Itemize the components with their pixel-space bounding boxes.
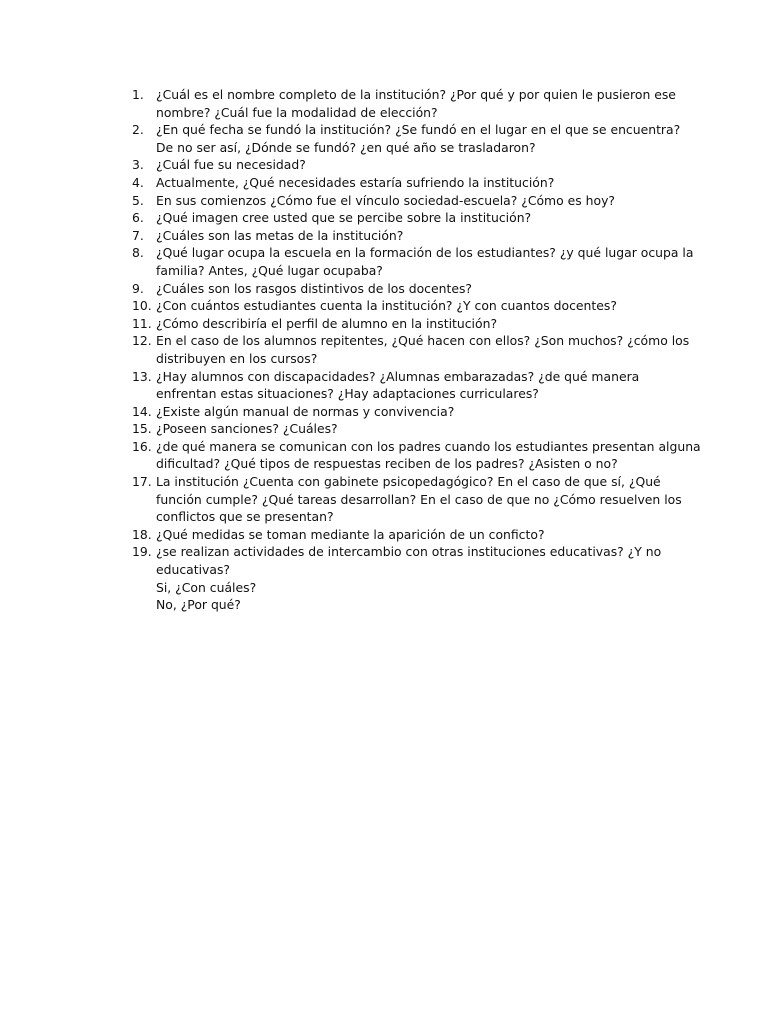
question-text-line: ¿Con cuántos estudiantes cuenta la institución? ¿Y con cuantos docentes? bbox=[156, 298, 617, 314]
question-text bbox=[156, 156, 673, 174]
question-text-line: ¿En qué fecha se fundó la institución? ¿Se fundó en el lugar en el que se encuentra? bbox=[156, 122, 681, 138]
question-text bbox=[156, 121, 680, 156]
question-number: 17. bbox=[132, 474, 152, 490]
question-text-line: familia? Antes, ¿Qué lugar ocupaba? bbox=[156, 262, 383, 278]
question-list bbox=[128, 86, 701, 614]
question-item bbox=[128, 244, 694, 279]
question-text-line: ¿Cuáles son las metas de la institución? bbox=[156, 227, 404, 243]
question-text-line: No, ¿Por qué? bbox=[156, 597, 241, 613]
question-item bbox=[128, 227, 673, 245]
question-number: 8. bbox=[132, 245, 144, 261]
question-item bbox=[128, 543, 673, 613]
question-item bbox=[128, 297, 673, 315]
question-text bbox=[156, 209, 673, 227]
question-number: 16. bbox=[132, 438, 152, 454]
question-text bbox=[156, 473, 682, 526]
question-item bbox=[128, 121, 681, 156]
question-item bbox=[128, 332, 690, 367]
question-number: 4. bbox=[132, 174, 144, 190]
question-text-line: ¿Hay alumnos con discapacidades? ¿Alumnas embarazadas? ¿de qué manera bbox=[156, 368, 640, 384]
question-text-line: ¿Qué imagen cree usted que se percibe sobre la institución? bbox=[156, 210, 532, 226]
question-text-line: La institución ¿Cuenta con gabinete psicopedagógico? En el caso de que sí, ¿Qué bbox=[156, 474, 661, 490]
question-item bbox=[128, 438, 701, 473]
question-text bbox=[156, 244, 693, 279]
question-item bbox=[128, 86, 676, 121]
question-text-line: ¿Cuáles son los rasgos distintivos de los docentes? bbox=[156, 280, 472, 296]
question-item bbox=[128, 209, 673, 227]
question-number: 6. bbox=[132, 210, 144, 226]
question-text-line: De no ser así, ¿Dónde se fundó? ¿en qué año se trasladaron? bbox=[156, 139, 536, 155]
question-text-line: función cumple? ¿Qué tareas desarrollan? En el caso de que no ¿Cómo resuelven los bbox=[156, 491, 682, 507]
question-text-line: ¿Cómo describiría el perfil de alumno en la institución? bbox=[156, 315, 498, 331]
question-text-line: ¿Cuál fue su necesidad? bbox=[156, 157, 306, 173]
question-number: 7. bbox=[132, 227, 144, 243]
question-text-line: dificultad? ¿Qué tipos de respuestas reciben de los padres? ¿Asisten o no? bbox=[156, 456, 618, 472]
question-text-line: ¿Existe algún manual de normas y convivencia? bbox=[156, 403, 455, 419]
question-number: 18. bbox=[132, 526, 152, 542]
question-item bbox=[128, 156, 673, 174]
question-text-line: ¿Poseen sanciones? ¿Cuáles? bbox=[156, 421, 338, 437]
question-text-line: ¿Qué medidas se toman mediante la aparición de un conficto? bbox=[156, 526, 545, 542]
question-number: 19. bbox=[132, 544, 152, 560]
question-item bbox=[128, 192, 673, 210]
question-text bbox=[156, 368, 673, 403]
question-item bbox=[128, 315, 673, 333]
question-text bbox=[156, 86, 676, 121]
question-number: 15. bbox=[132, 421, 152, 437]
question-text-line: ¿se realizan actividades de intercambio con otras instituciones educativas? ¿Y no bbox=[156, 544, 662, 560]
question-text bbox=[156, 297, 673, 315]
question-text bbox=[156, 420, 673, 438]
question-number: 13. bbox=[132, 368, 152, 384]
question-number: 12. bbox=[132, 333, 152, 349]
question-number: 10. bbox=[132, 298, 152, 314]
question-number: 11. bbox=[132, 315, 152, 331]
question-text-line: nombre? ¿Cuál fue la modalidad de elección? bbox=[156, 104, 438, 120]
question-item bbox=[128, 280, 673, 298]
question-text bbox=[156, 315, 673, 333]
question-text bbox=[156, 174, 673, 192]
question-text-line: enfrentan estas situaciones? ¿Hay adaptaciones curriculares? bbox=[156, 386, 539, 402]
question-text bbox=[156, 543, 673, 613]
question-number: 9. bbox=[132, 280, 144, 296]
question-text-line: ¿Cuál es el nombre completo de la institución? ¿Por qué y por quien le pusieron ese bbox=[156, 87, 676, 102]
question-text-line: educativas? bbox=[156, 562, 231, 578]
question-number: 2. bbox=[132, 122, 144, 138]
question-number: 5. bbox=[132, 192, 144, 208]
question-item bbox=[128, 368, 673, 403]
question-number: 3. bbox=[132, 157, 144, 173]
question-item bbox=[128, 403, 673, 421]
question-text bbox=[156, 526, 673, 544]
question-item bbox=[128, 526, 673, 544]
question-text-line: Si, ¿Con cuáles? bbox=[156, 579, 257, 595]
question-number: 14. bbox=[132, 403, 152, 419]
question-text bbox=[156, 438, 701, 473]
question-text bbox=[156, 192, 673, 210]
question-item bbox=[128, 174, 673, 192]
question-text-line: conflictos que se presentan? bbox=[156, 509, 334, 525]
question-number: 1. bbox=[132, 87, 144, 102]
question-text-line: ¿de qué manera se comunican con los padres cuando los estudiantes presentan alguna bbox=[156, 438, 701, 454]
question-text-line: ¿Qué lugar ocupa la escuela en la formación de los estudiantes? ¿y qué lugar ocupa la bbox=[156, 245, 694, 261]
question-text-line: En el caso de los alumnos repitentes, ¿Qué hacen con ellos? ¿Son muchos? ¿cómo los bbox=[156, 333, 690, 349]
question-text bbox=[156, 227, 673, 245]
question-text bbox=[156, 280, 673, 298]
question-text bbox=[156, 332, 689, 367]
question-text-line: En sus comienzos ¿Cómo fue el vínculo sociedad-escuela? ¿Cómo es hoy? bbox=[156, 192, 616, 208]
question-text bbox=[156, 403, 673, 421]
question-item bbox=[128, 420, 673, 438]
question-text-line: Actualmente, ¿Qué necesidades estaría sufriendo la institución? bbox=[156, 174, 555, 190]
question-item bbox=[128, 473, 682, 526]
question-text-line: distribuyen en los cursos? bbox=[156, 350, 318, 366]
